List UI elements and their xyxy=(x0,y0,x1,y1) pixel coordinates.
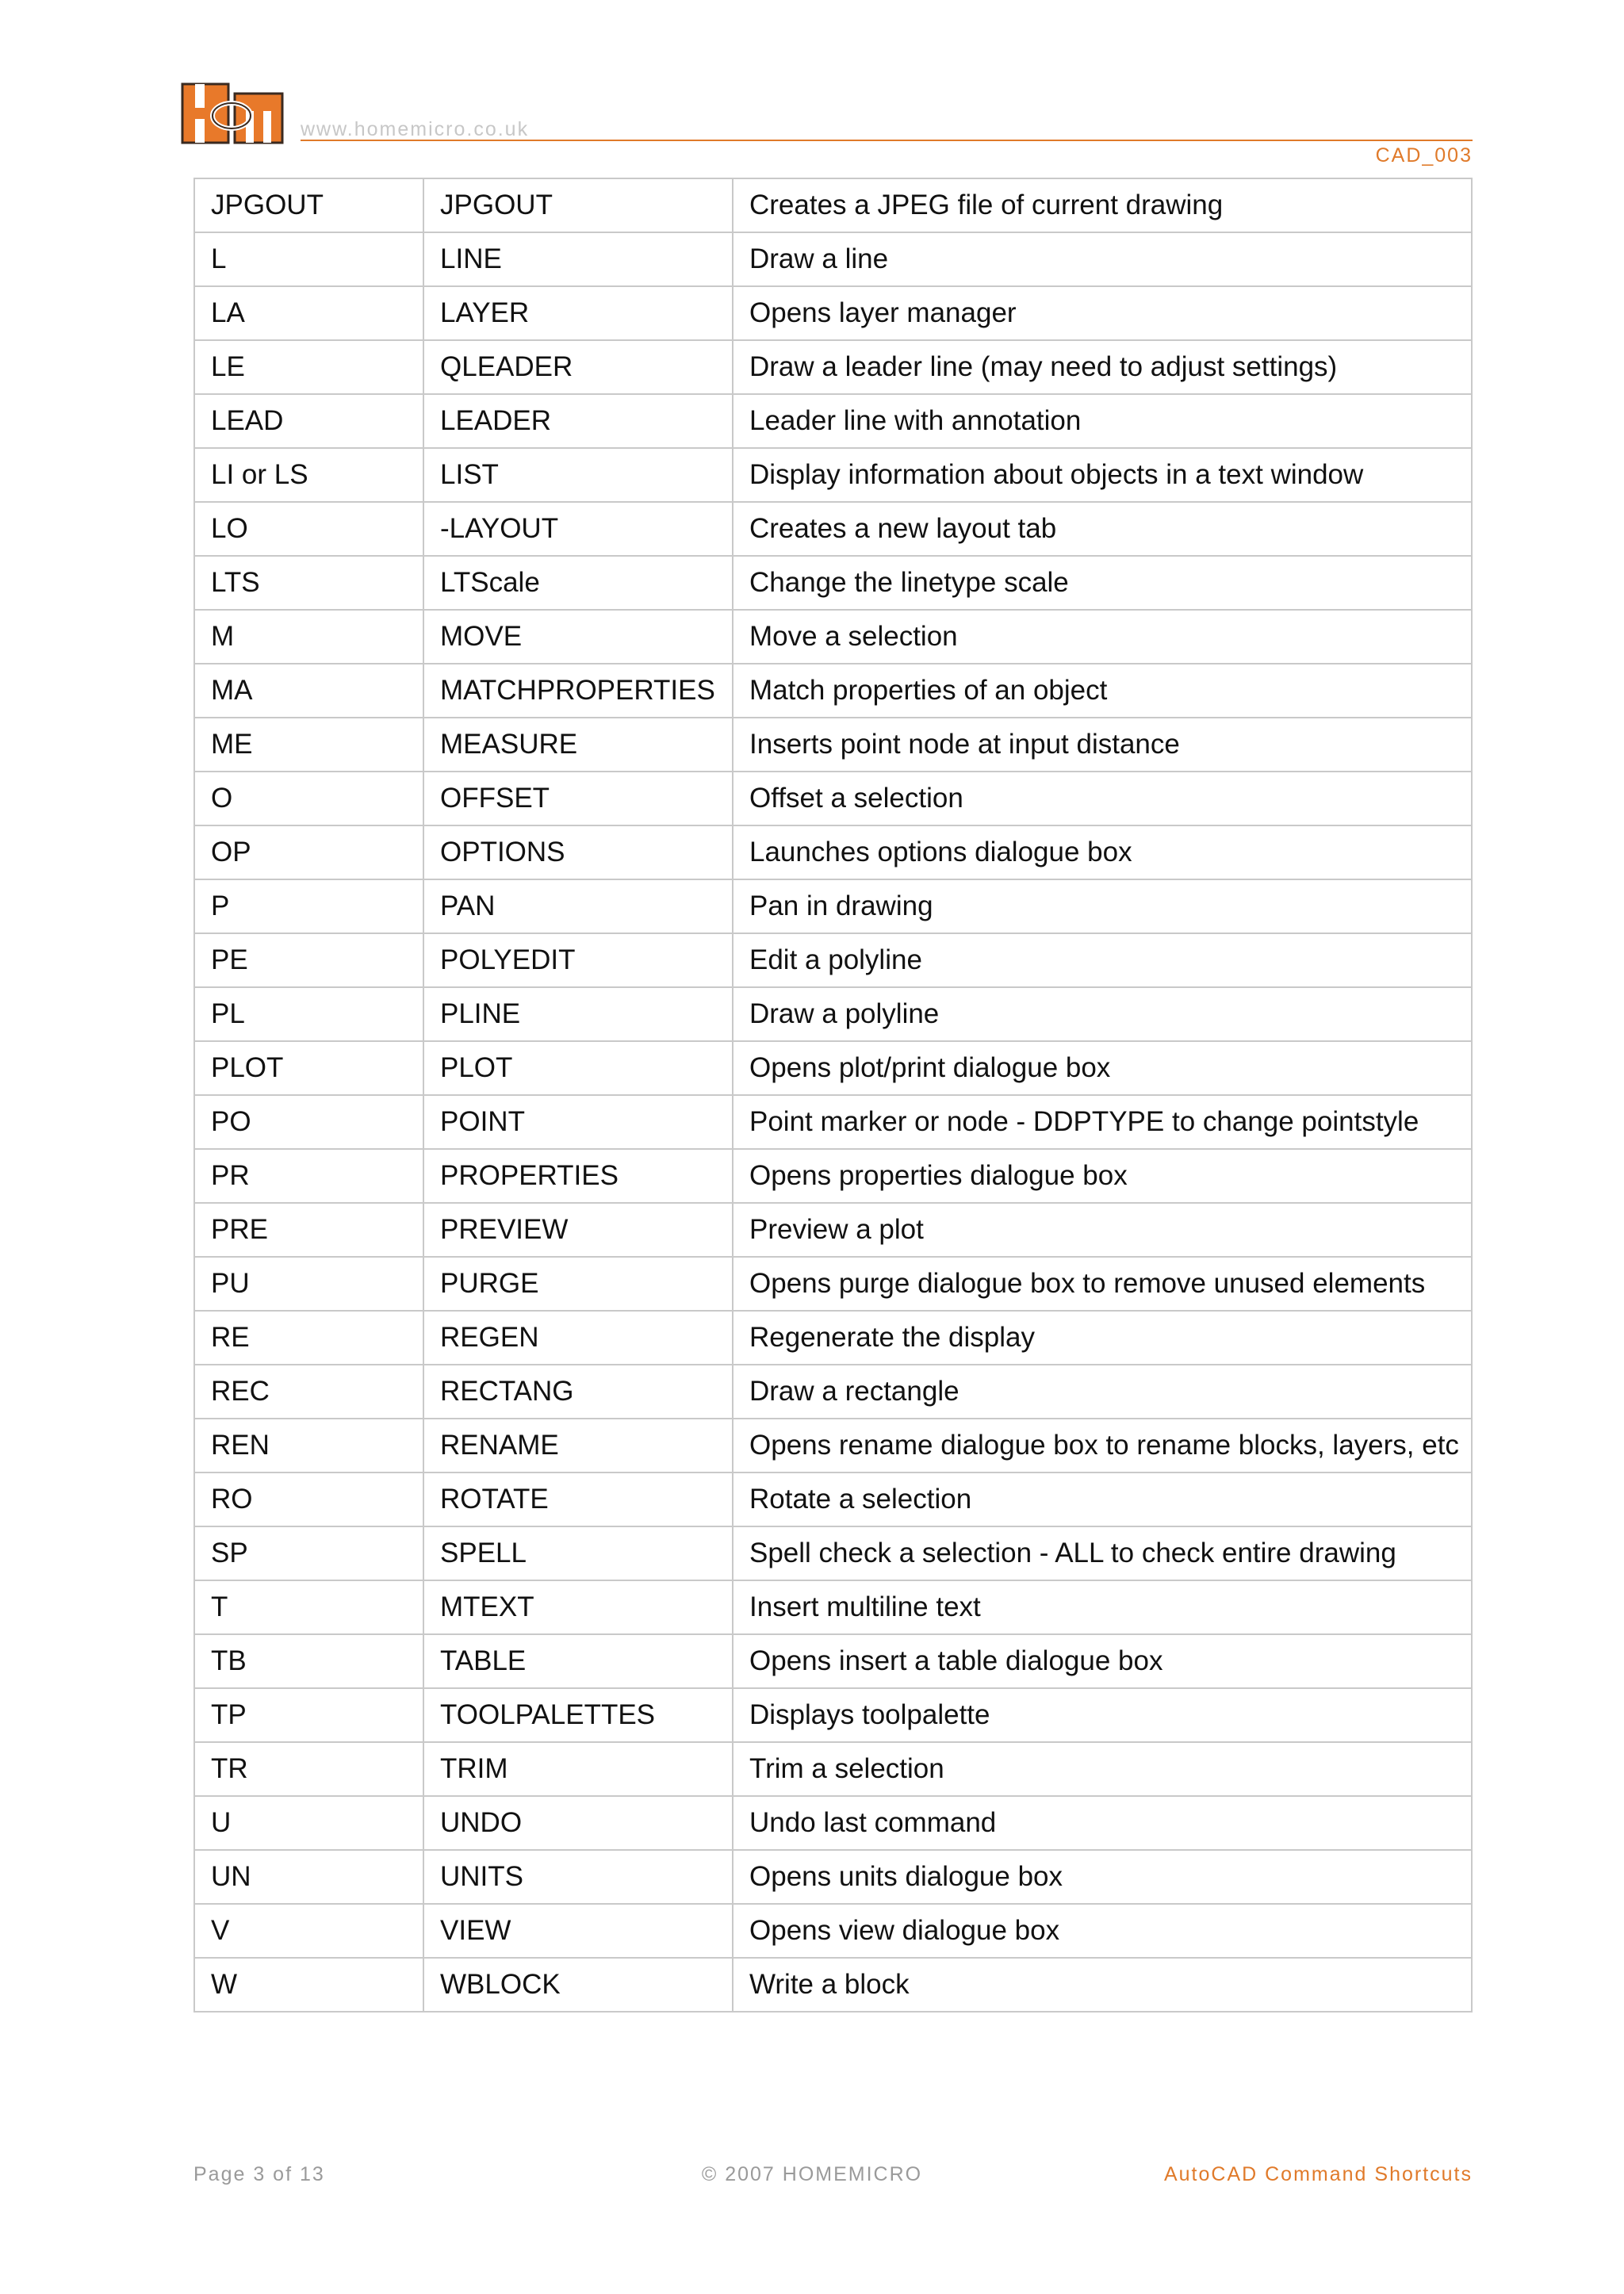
alias-cell: RO xyxy=(194,1473,423,1526)
alias-cell: LE xyxy=(194,340,423,394)
command-cell: JPGOUT xyxy=(423,178,733,232)
table-row xyxy=(194,1419,1472,1473)
command-cell: WBLOCK xyxy=(423,1958,733,2012)
description-cell: Inserts point node at input distance xyxy=(733,718,1472,772)
command-cell: OPTIONS xyxy=(423,825,733,879)
alias-cell: REC xyxy=(194,1365,423,1419)
table-row xyxy=(194,556,1472,610)
description-cell: Launches options dialogue box xyxy=(733,825,1472,879)
command-cell: LAYER xyxy=(423,286,733,340)
header-divider xyxy=(301,140,1473,141)
table-row xyxy=(194,1742,1472,1796)
alias-cell: LA xyxy=(194,286,423,340)
table-row xyxy=(194,1473,1472,1526)
description-cell: Write a block xyxy=(733,1958,1472,2012)
description-cell: Insert multiline text xyxy=(733,1580,1472,1634)
alias-cell: ME xyxy=(194,718,423,772)
command-cell: RECTANG xyxy=(423,1365,733,1419)
description-cell: Move a selection xyxy=(733,610,1472,664)
command-cell: LEADER xyxy=(423,394,733,448)
table-row xyxy=(194,664,1472,718)
command-cell: PURGE xyxy=(423,1257,733,1311)
description-cell: Opens layer manager xyxy=(733,286,1472,340)
alias-cell: RE xyxy=(194,1311,423,1365)
alias-cell: LO xyxy=(194,502,423,556)
homemicro-logo-icon xyxy=(179,79,285,147)
command-cell: TOOLPALETTES xyxy=(423,1688,733,1742)
alias-cell: W xyxy=(194,1958,423,2012)
site-url: www.homemicro.co.uk xyxy=(301,118,530,140)
document-code: CAD_003 xyxy=(1375,144,1473,167)
description-cell: Creates a JPEG file of current drawing xyxy=(733,178,1472,232)
command-cell: PLOT xyxy=(423,1041,733,1095)
alias-cell: P xyxy=(194,879,423,933)
command-cell: PAN xyxy=(423,879,733,933)
command-cell: QLEADER xyxy=(423,340,733,394)
description-cell: Match properties of an object xyxy=(733,664,1472,718)
alias-cell: PL xyxy=(194,987,423,1041)
alias-cell: V xyxy=(194,1904,423,1958)
description-cell: Spell check a selection - ALL to check entire drawing xyxy=(733,1526,1472,1580)
description-cell: Preview a plot xyxy=(733,1203,1472,1257)
table-row xyxy=(194,448,1472,502)
description-cell: Edit a polyline xyxy=(733,933,1472,987)
table-row xyxy=(194,178,1472,232)
command-cell: LIST xyxy=(423,448,733,502)
table-row xyxy=(194,772,1472,825)
table-row xyxy=(194,610,1472,664)
alias-cell: UN xyxy=(194,1850,423,1904)
table-row xyxy=(194,1526,1472,1580)
description-cell: Draw a polyline xyxy=(733,987,1472,1041)
command-cell: UNITS xyxy=(423,1850,733,1904)
table-row xyxy=(194,1365,1472,1419)
alias-cell: TB xyxy=(194,1634,423,1688)
table-row xyxy=(194,1634,1472,1688)
table-row xyxy=(194,502,1472,556)
description-cell: Leader line with annotation xyxy=(733,394,1472,448)
command-cell: OFFSET xyxy=(423,772,733,825)
command-cell: PLINE xyxy=(423,987,733,1041)
description-cell: Offset a selection xyxy=(733,772,1472,825)
description-cell: Display information about objects in a text window xyxy=(733,448,1472,502)
description-cell: Opens properties dialogue box xyxy=(733,1149,1472,1203)
description-cell: Change the linetype scale xyxy=(733,556,1472,610)
command-cell: RENAME xyxy=(423,1419,733,1473)
alias-cell: REN xyxy=(194,1419,423,1473)
table-row xyxy=(194,1257,1472,1311)
table-row xyxy=(194,340,1472,394)
alias-cell: TR xyxy=(194,1742,423,1796)
description-cell: Draw a leader line (may need to adjust settings) xyxy=(733,340,1472,394)
table-row xyxy=(194,1796,1472,1850)
command-cell: TABLE xyxy=(423,1634,733,1688)
table-row xyxy=(194,1850,1472,1904)
alias-cell: PR xyxy=(194,1149,423,1203)
alias-cell: SP xyxy=(194,1526,423,1580)
table-row xyxy=(194,1203,1472,1257)
table-row xyxy=(194,987,1472,1041)
alias-cell: T xyxy=(194,1580,423,1634)
description-cell: Opens rename dialogue box to rename blocks, layers, etc xyxy=(733,1419,1472,1473)
command-cell: PREVIEW xyxy=(423,1203,733,1257)
alias-cell: OP xyxy=(194,825,423,879)
description-cell: Undo last command xyxy=(733,1796,1472,1850)
alias-cell: L xyxy=(194,232,423,286)
alias-cell: PLOT xyxy=(194,1041,423,1095)
alias-cell: MA xyxy=(194,664,423,718)
command-cell: TRIM xyxy=(423,1742,733,1796)
command-cell: MOVE xyxy=(423,610,733,664)
document-title: AutoCAD Command Shortcuts xyxy=(1163,2163,1473,2185)
command-cell: SPELL xyxy=(423,1526,733,1580)
command-cell: -LAYOUT xyxy=(423,502,733,556)
command-cell: LTScale xyxy=(423,556,733,610)
alias-cell: U xyxy=(194,1796,423,1850)
command-cell: REGEN xyxy=(423,1311,733,1365)
page-number: Page 3 of 13 xyxy=(193,2163,325,2185)
alias-cell: TP xyxy=(194,1688,423,1742)
command-cell: UNDO xyxy=(423,1796,733,1850)
alias-cell: LI or LS xyxy=(194,448,423,502)
alias-cell: JPGOUT xyxy=(194,178,423,232)
command-cell: ROTATE xyxy=(423,1473,733,1526)
command-cell: MATCHPROPERTIES xyxy=(423,664,733,718)
table-row xyxy=(194,933,1472,987)
alias-cell: LEAD xyxy=(194,394,423,448)
alias-cell: O xyxy=(194,772,423,825)
command-cell: POLYEDIT xyxy=(423,933,733,987)
description-cell: Opens plot/print dialogue box xyxy=(733,1041,1472,1095)
alias-cell: PRE xyxy=(194,1203,423,1257)
alias-cell: M xyxy=(194,610,423,664)
table-row xyxy=(194,1311,1472,1365)
command-cell: PROPERTIES xyxy=(423,1149,733,1203)
copyright-notice: © 2007 HOMEMICRO xyxy=(701,2163,923,2185)
description-cell: Opens units dialogue box xyxy=(733,1850,1472,1904)
table-row xyxy=(194,1688,1472,1742)
description-cell: Rotate a selection xyxy=(733,1473,1472,1526)
table-row xyxy=(194,286,1472,340)
table-row xyxy=(194,1149,1472,1203)
command-cell: MEASURE xyxy=(423,718,733,772)
command-cell: POINT xyxy=(423,1095,733,1149)
alias-cell: PE xyxy=(194,933,423,987)
description-cell: Creates a new layout tab xyxy=(733,502,1472,556)
description-cell: Regenerate the display xyxy=(733,1311,1472,1365)
command-cell: LINE xyxy=(423,232,733,286)
command-shortcut-table xyxy=(193,178,1473,2013)
description-cell: Opens view dialogue box xyxy=(733,1904,1472,1958)
table-row xyxy=(194,1041,1472,1095)
table-row xyxy=(194,718,1472,772)
description-cell: Point marker or node - DDPTYPE to change pointstyle xyxy=(733,1095,1472,1149)
table-row xyxy=(194,879,1472,933)
description-cell: Trim a selection xyxy=(733,1742,1472,1796)
description-cell: Opens insert a table dialogue box xyxy=(733,1634,1472,1688)
table-row xyxy=(194,1958,1472,2012)
description-cell: Opens purge dialogue box to remove unused elements xyxy=(733,1257,1472,1311)
command-cell: VIEW xyxy=(423,1904,733,1958)
table-row xyxy=(194,1095,1472,1149)
command-cell: MTEXT xyxy=(423,1580,733,1634)
alias-cell: PO xyxy=(194,1095,423,1149)
table-row xyxy=(194,1904,1472,1958)
table-row xyxy=(194,394,1472,448)
description-cell: Pan in drawing xyxy=(733,879,1472,933)
description-cell: Draw a rectangle xyxy=(733,1365,1472,1419)
description-cell: Displays toolpalette xyxy=(733,1688,1472,1742)
table-row xyxy=(194,825,1472,879)
table-row xyxy=(194,232,1472,286)
description-cell: Draw a line xyxy=(733,232,1472,286)
alias-cell: PU xyxy=(194,1257,423,1311)
alias-cell: LTS xyxy=(194,556,423,610)
table-row xyxy=(194,1580,1472,1634)
